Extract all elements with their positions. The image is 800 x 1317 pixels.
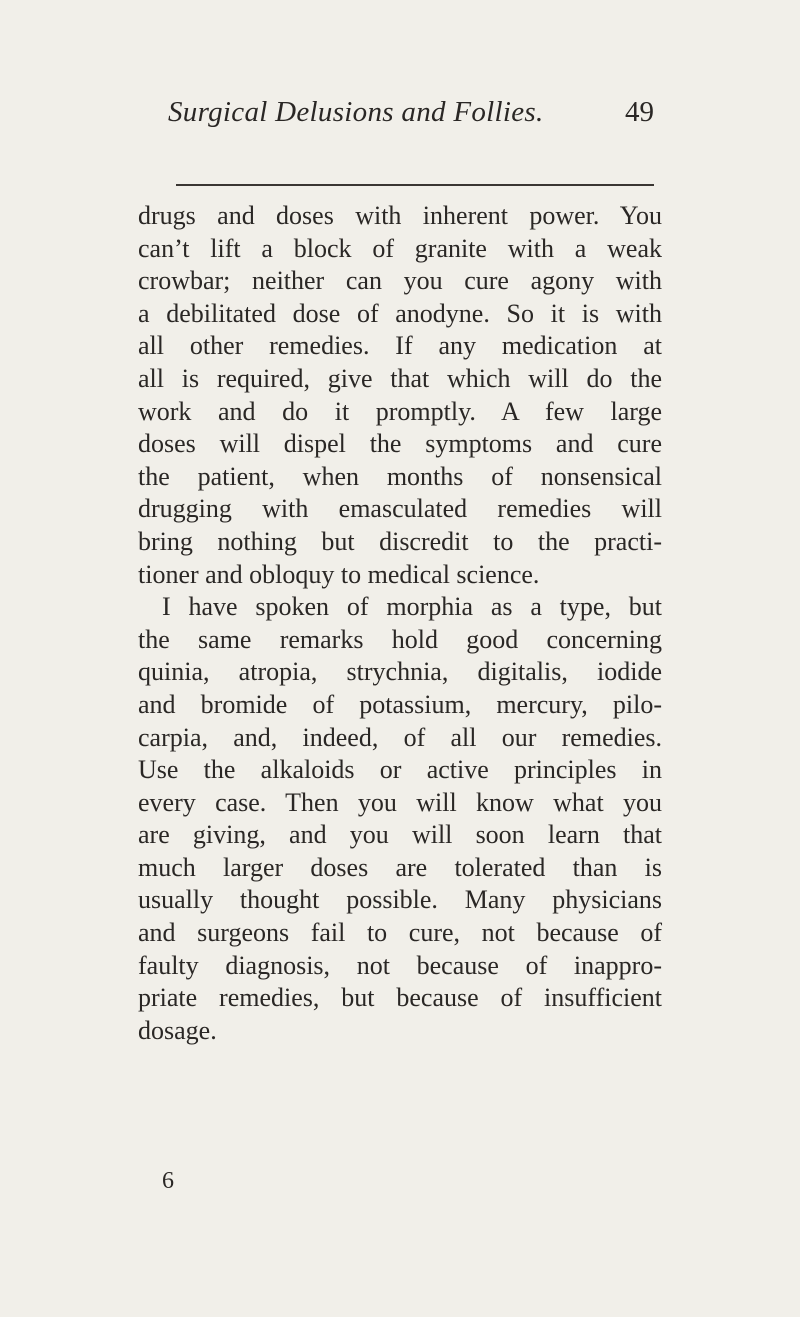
text-line: much larger doses are tolerated than is	[138, 852, 662, 882]
text-line: drugging with emasculated remedies will	[138, 494, 662, 524]
text-line: the patient, when months of nonsensical	[138, 461, 662, 491]
text-line: and bromide of potassium, mercury, pilo-	[138, 689, 662, 719]
text-line: quinia, atropia, strychnia, digitalis, iodide	[138, 657, 662, 687]
text-line: I have spoken of morphia as a type, but	[162, 592, 662, 622]
text-line: usually thought possible. Many physicians	[138, 885, 662, 915]
signature-mark: 6	[162, 1168, 174, 1194]
text-line: doses will dispel the symptoms and cure	[138, 429, 662, 459]
running-title: Surgical Delusions and Follies.	[168, 96, 544, 128]
text-line: tioner and obloquy to medical science.	[138, 559, 540, 589]
text-line: and surgeons fail to cure, not because of	[138, 918, 662, 948]
text-line: the same remarks hold good concerning	[138, 624, 662, 654]
text-line: Use the alkaloids or active principles in	[138, 755, 662, 785]
text-line: priate remedies, but because of insufficient	[138, 983, 662, 1013]
text-line: every case. Then you will know what you	[138, 787, 662, 817]
text-line: dosage.	[138, 1015, 217, 1045]
text-line: work and do it promptly. A few large	[138, 396, 662, 426]
text-line: crowbar; neither can you cure agony with	[138, 266, 662, 296]
text-line: faulty diagnosis, not because of inappro-	[138, 950, 662, 980]
text-line: bring nothing but discredit to the practi-	[138, 526, 662, 556]
text-line: can’t lift a block of granite with a weak	[138, 233, 662, 263]
text-line: all is required, give that which will do the	[138, 363, 662, 393]
text-line: are giving, and you will soon learn that	[138, 820, 662, 850]
text-line: carpia, and, indeed, of all our remedies.	[138, 722, 662, 752]
text-line: a debilitated dose of anodyne. So it is with	[138, 298, 662, 328]
body-text	[138, 200, 662, 1047]
page-number: 49	[625, 96, 654, 128]
text-line: all other remedies. If any medication at	[138, 331, 662, 361]
running-head	[168, 96, 654, 136]
header-rule	[176, 184, 654, 186]
text-line: drugs and doses with inherent power. You	[138, 201, 662, 230]
